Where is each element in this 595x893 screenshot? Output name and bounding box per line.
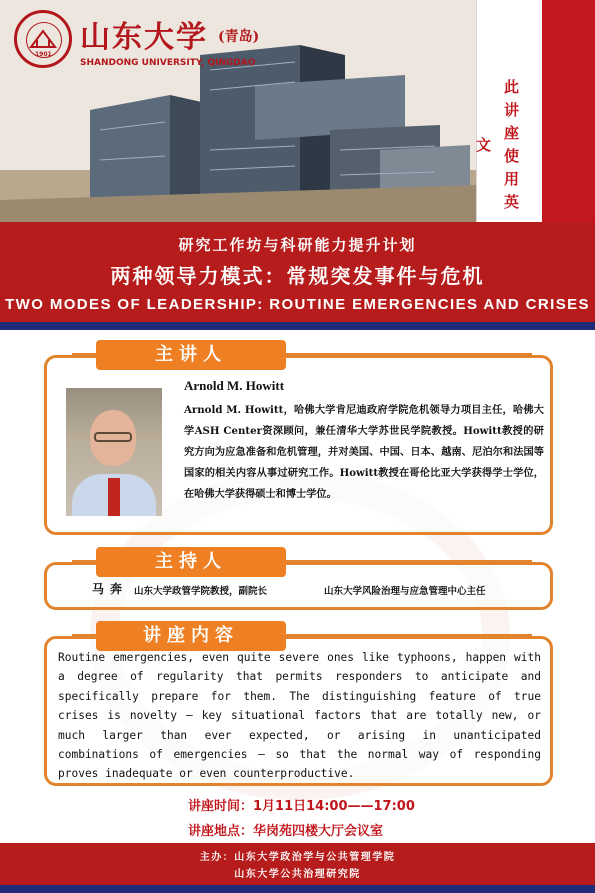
host-name: 马奔 (92, 582, 129, 596)
host-title-2: 山东大学风险治理与应急管理中心主任 (324, 586, 486, 597)
speaker-photo (66, 388, 162, 516)
speaker-heading: 主讲人 (96, 340, 286, 370)
content-heading: 讲座内容 (96, 621, 286, 651)
english-lecture-note: 此讲座使用英文 (474, 79, 520, 217)
speaker-name: Arnold M. Howitt (184, 378, 285, 393)
campus-name-cn: (青岛) (218, 29, 260, 45)
organizer-line-2: 山东大学公共治理研究院 (234, 869, 361, 880)
organizer-line-1: 主办：山东大学政治学与公共管理学院 (199, 852, 396, 863)
lecture-title-en: TWO MODES OF LEADERSHIP: ROUTINE EMERGENCIES AND CRISES (5, 296, 590, 313)
host-title-1: 山东大学政管学院教授，副院长 (134, 586, 268, 597)
footer-divider (0, 885, 595, 893)
program-title: 研究工作坊与科研能力提升计划 (178, 236, 417, 254)
seal-year: 1901 (35, 51, 52, 58)
speaker-bio: Arnold M. Howitt，哈佛大学肯尼迪政府学院危机领导力项目主任，哈佛大学ASH Center资深顾问，兼任清华大学苏世民学院教授。Howitt教授的研究方向为应急准备和危机管理，并对美国、中国、日本、越南、尼泊尔和法国等国家的相关内容从事过研究工作。Howitt教授在哥伦比亚大学获得学士学位，在哈佛大学获得硕士和博士学位。 (184, 404, 544, 500)
university-logo (14, 10, 294, 74)
lecture-place: 讲座地点：华岗苑四楼大厅会议室 (188, 824, 384, 839)
university-name-en: SHANDONG UNIVERSITY, QINGDAO (80, 58, 256, 68)
english-note-panel (476, 0, 543, 222)
lecture-time: 讲座时间：1月11日14:00——17:00 (188, 799, 415, 814)
lecture-abstract: Routine emergencies, even quite severe ones like typhoons, happen with a degree of regularity that permits responders to anticipate and specifically prepare for them. The distinguishing feature of true crises is novelty – key situational factors that are totally new, or much larger than ever expected, or arising in unanticipated combinations of emergencies – so that the normal way of responding proves inadequate or even counterproductive. (58, 651, 541, 781)
lecture-title-cn: 两种领导力模式：常规突发事件与危机 (110, 264, 485, 288)
host-heading: 主持人 (96, 547, 286, 577)
title-divider (0, 322, 595, 330)
university-seal-icon (14, 10, 72, 68)
right-red-strip (542, 0, 595, 222)
university-name-cn: 山东大学 (80, 20, 208, 55)
